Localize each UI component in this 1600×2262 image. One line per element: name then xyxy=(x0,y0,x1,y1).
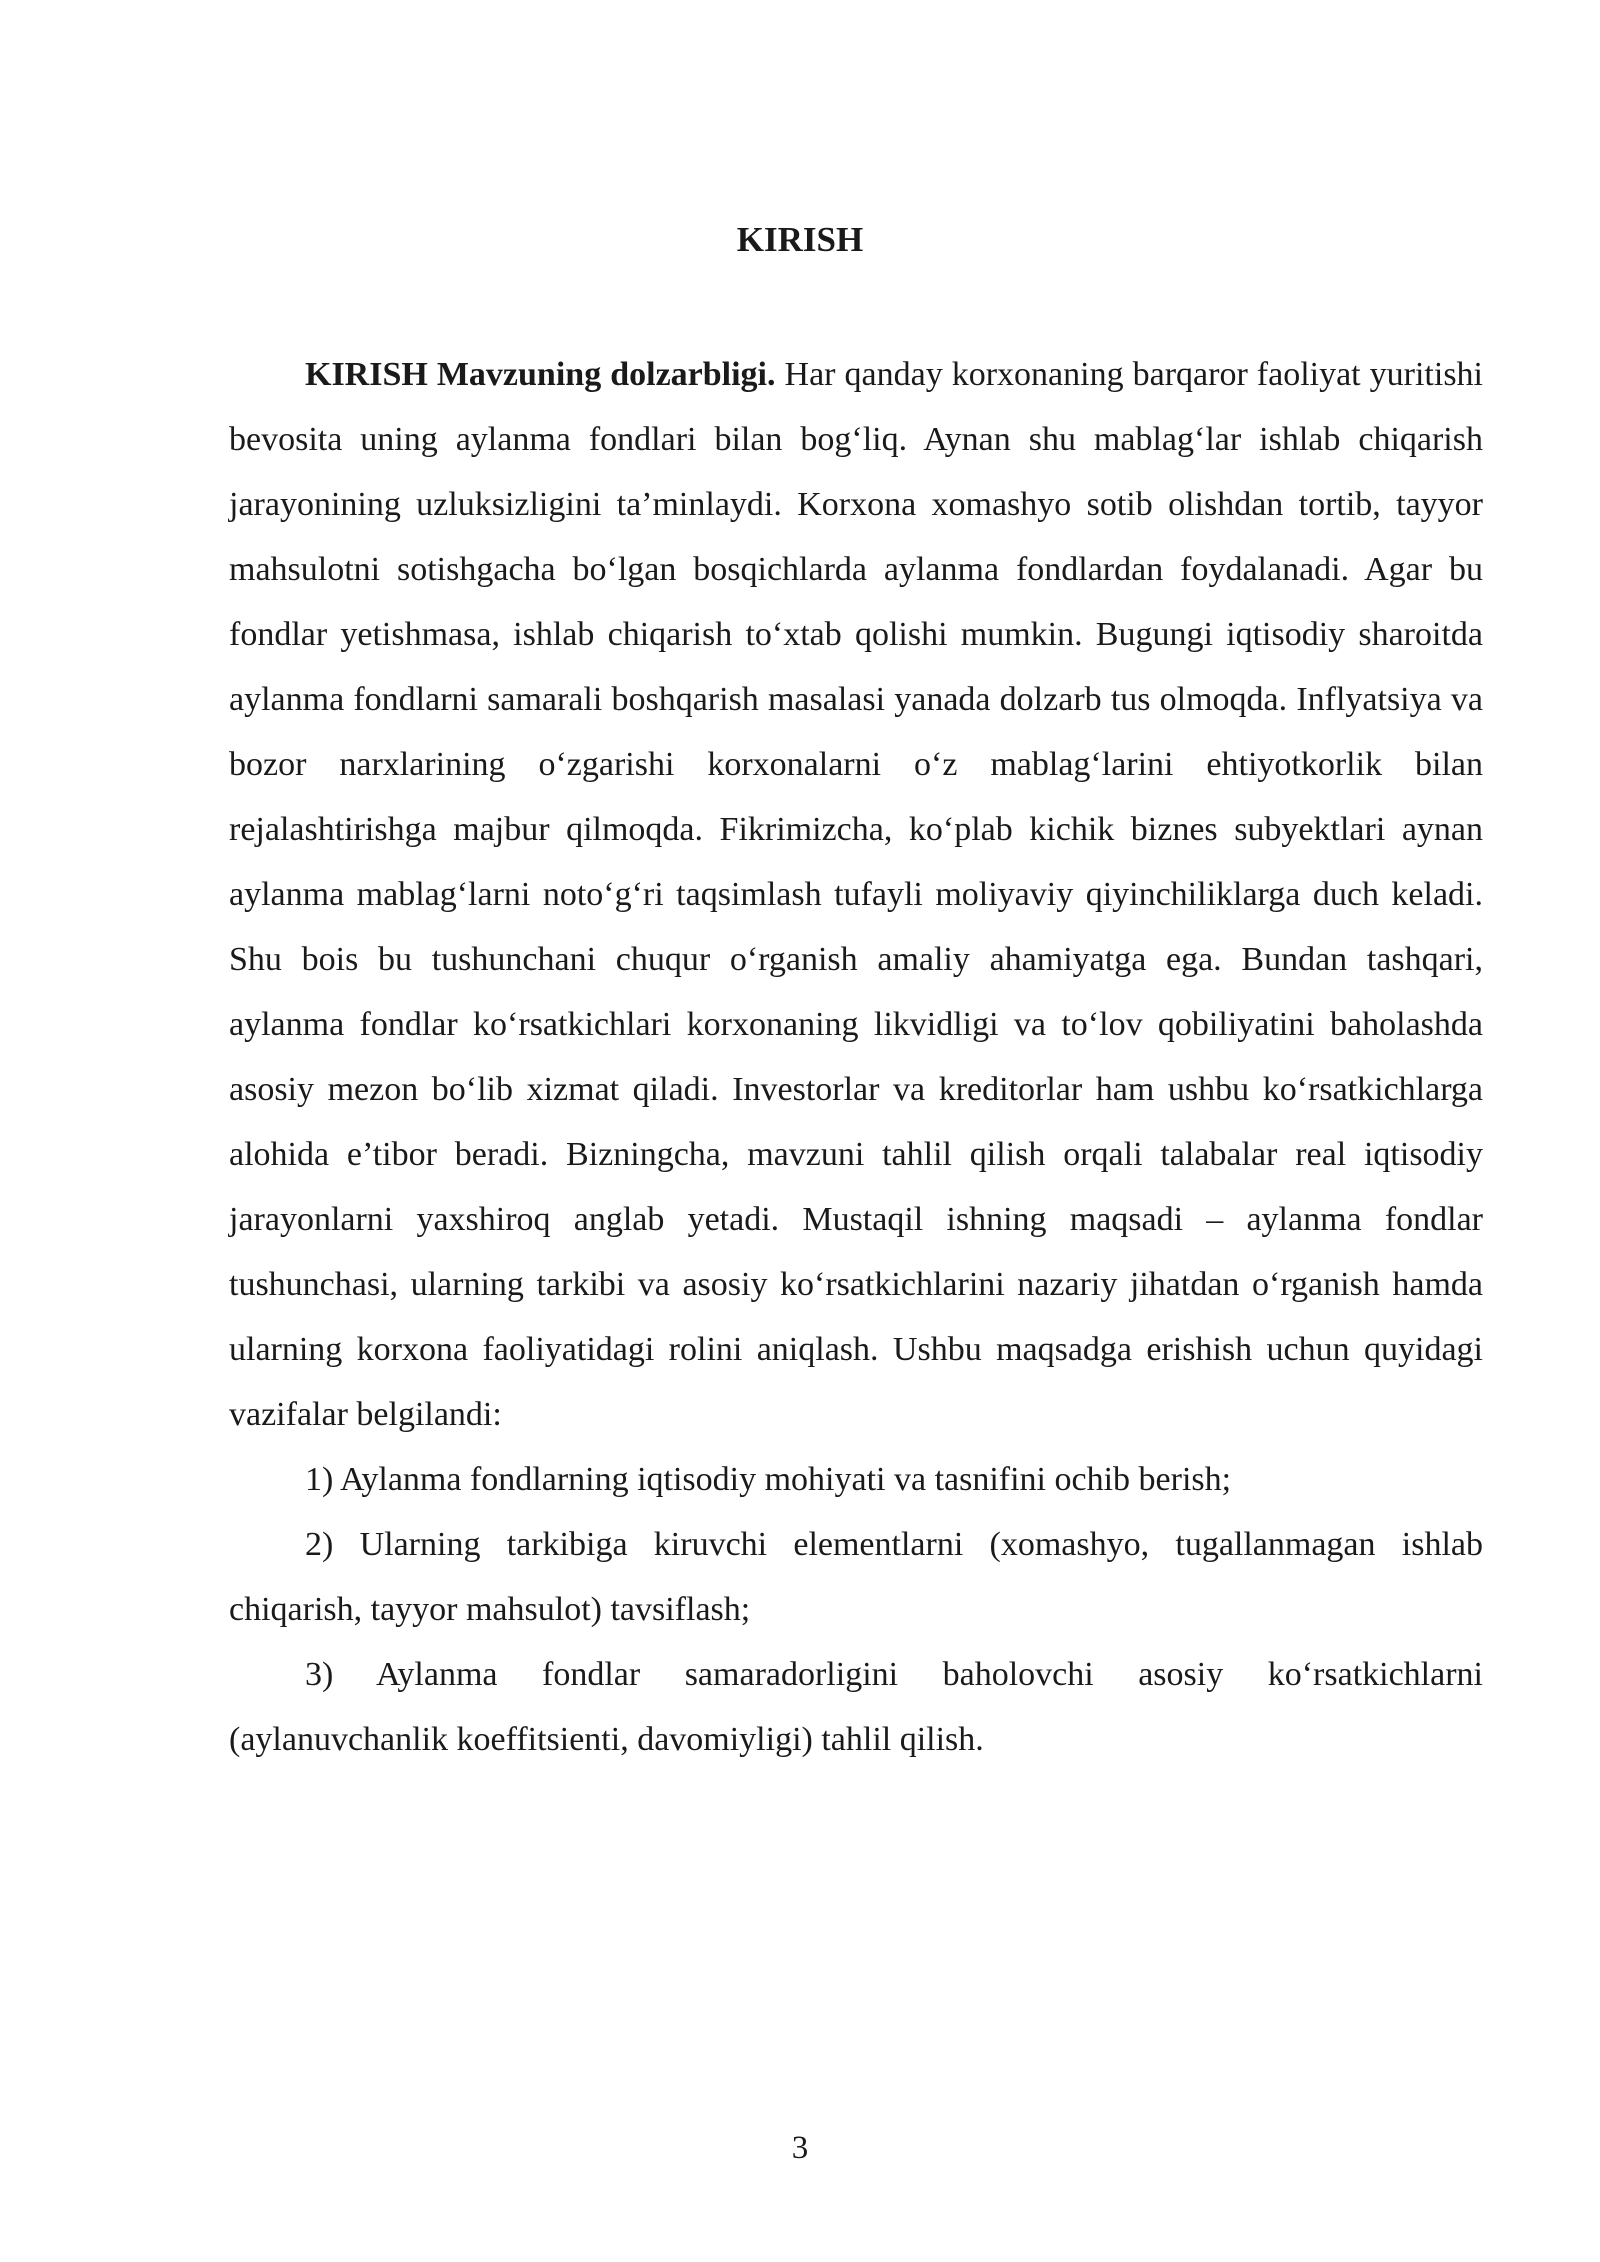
page-number: 3 xyxy=(791,2130,809,2166)
task-item-2: 2) Ularning tarkibiga kiruvchi elementlarni (xomashyo, tugallanmagan ishlab chiqarish, tayyor mahsulot) tavsiflash; xyxy=(229,1526,1483,1628)
task-item-1: 1) Aylanma fondlarning iqtisodiy mohiyati va tasnifini ochib berish; xyxy=(305,1461,1232,1498)
task-item-3: 3) Aylanma fondlar samaradorligini baholovchi asosiy ko‘rsatkichlarni (aylanuvchanlik koeffitsienti, davomiyligi) tahlil qilish. xyxy=(229,1656,1483,1758)
page-title: KIRISH xyxy=(736,220,864,259)
body-text xyxy=(229,342,1483,1772)
intro-paragraph xyxy=(229,342,1483,1447)
paragraph-lead: KIRISH Mavzuning dolzarbligi. xyxy=(305,356,776,393)
paragraph-text: Har qanday korxonaning barqaror faoliyat yuritishi bevosita uning aylanma fondlari bilan bog‘liq. Aynan shu mablag‘lar ishlab chiqarish jarayonining uzluksizligini ta’minlaydi. Korxona xomashyo sotib olishdan tortib, tayyor mahsulotni sotishgacha bo‘lgan bosqichlarda aylanma fondlardan foydalanadi. Agar bu fondlar yetishmasa, ishlab chiqarish to‘xtab qolishi mumkin. Bugungi iqtisodiy sharoitda aylanma fondlarni samarali boshqarish masalasi yanada dolzarb tus olmoqda. Inflyatsiya va bozor narxlarining o‘zgarishi korxonalarni o‘z mablag‘larini ehtiyotkorlik bilan rejalashtirishga majbur qilmoqda. Fikrimizcha, ko‘plab kichik biznes subyektlari aynan aylanma mablag‘larni noto‘g‘ri taqsimlash tufayli moliyaviy qiyinchiliklarga duch keladi. Shu bois bu tushunchani chuqur o‘rganish amaliy ahamiyatga ega. Bundan tashqari, aylanma fondlar ko‘rsatkichlari korxonaning likvidligi va to‘lov qobiliyatini baholashda asosiy mezon bo‘lib xizmat qiladi. Investorlar va kreditorlar ham ushbu ko‘rsatkichlarga alohida e’tibor beradi. Bizningcha, mavzuni tahlil qilish orqali talabalar real iqtisodiy jarayonlarni yaxshiroq anglab yetadi. Mustaqil ishning maqsadi – aylanma fondlar tushunchasi, ularning tarkibi va asosiy ko‘rsatkichlarini nazariy jihatdan o‘rganish hamda ularning korxona faoliyatidagi rolini aniqlash. Ushbu maqsadga erishish uchun quyidagi vazifalar belgilandi: xyxy=(229,356,1483,1433)
